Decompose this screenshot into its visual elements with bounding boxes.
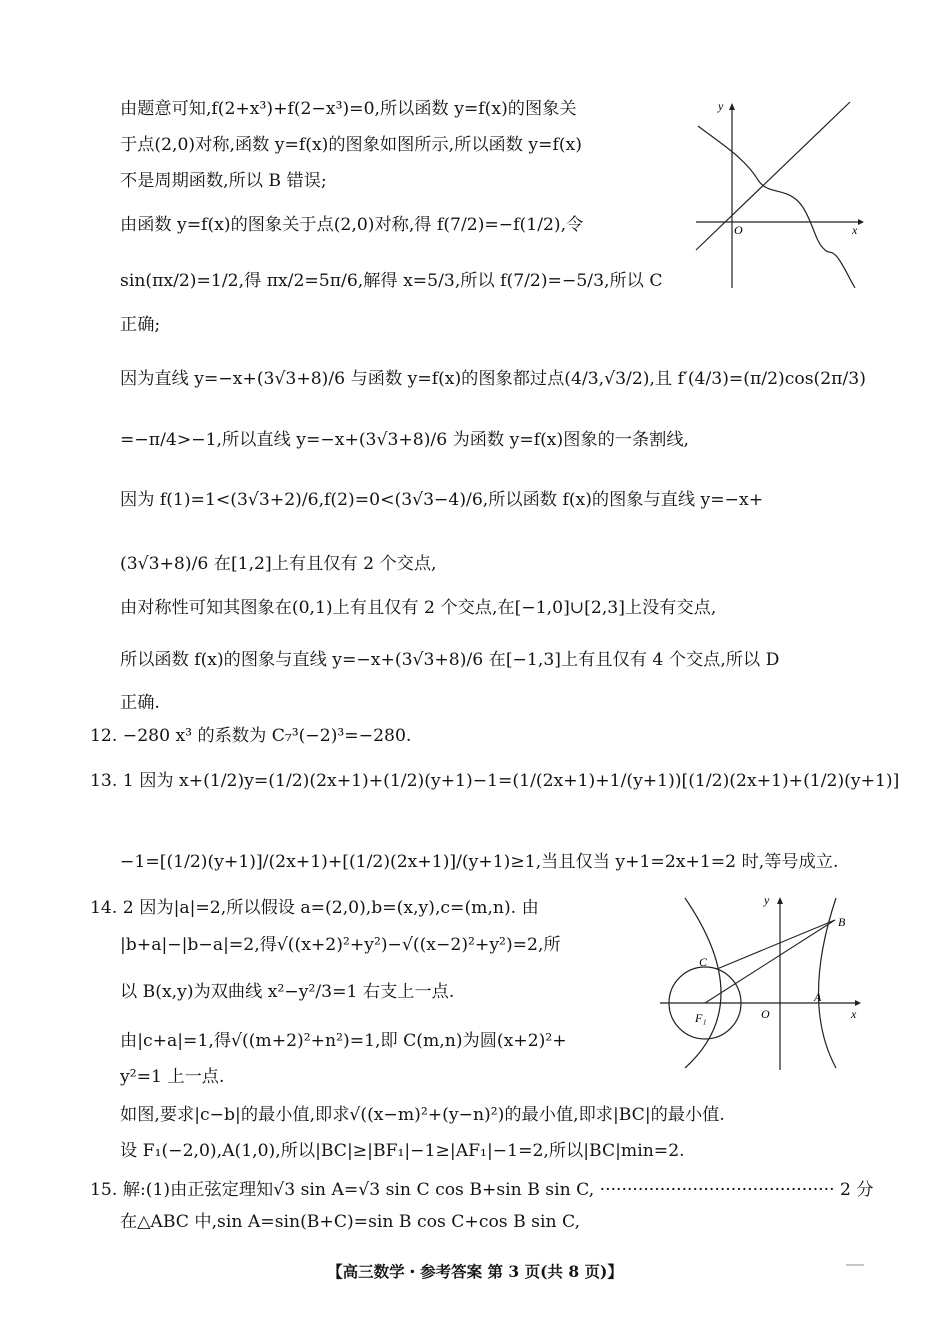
answer-13: 13. 1 因为 x+(1/2)y=(1/2)(2x+1)+(1/2)(y+1)−1=(1/(2x+1)+1/(y+1))[(1/2)(2x+1)+(1/2)(y+1)] [90, 771, 900, 791]
paragraph-line: 由对称性可知其图象在(0,1)上有且仅有 2 个交点,在[−1,0]∪[2,3]上没有交点, [120, 598, 717, 618]
paragraph-line: −1=[(1/2)(y+1)]/(2x+1)+[(1/2)(2x+1)]/(y+1)≥1,当且仅当 y+1=2x+1=2 时,等号成立. [120, 852, 839, 872]
x-axis-label: x [851, 1007, 857, 1021]
paragraph-line: 以 B(x,y)为双曲线 x²−y²/3=1 右支上一点. [120, 982, 455, 1002]
function-graph-figure [690, 98, 870, 298]
answer-14: 14. 2 因为|a|=2,所以假设 a=(2,0),b=(x,y),c=(m,n). 由 [90, 898, 539, 918]
point-b-label: B [838, 915, 846, 929]
function-curve [698, 126, 855, 288]
paragraph-line: 于点(2,0)对称,函数 y=f(x)的图象如图所示,所以函数 y=f(x) [120, 135, 582, 155]
y-axis-arrow [729, 103, 735, 110]
point-a-label: A [814, 990, 822, 1004]
paragraph-line: 正确; [120, 315, 161, 335]
paragraph-line: 所以函数 f(x)的图象与直线 y=−x+(3√3+8)/6 在[−1,3]上有且仅有 4 个交点,所以 D [120, 650, 780, 670]
paragraph-line: 正确. [120, 693, 160, 713]
paragraph-line: 不是周期函数,所以 B 错误; [120, 171, 327, 191]
paragraph-line: 如图,要求|c−b|的最小值,即求√((x−m)²+(y−n)²)的最小值,即求|BC|的最小值. [120, 1105, 725, 1125]
point-f1-label: F₁ [695, 1011, 707, 1025]
paragraph-line: 因为直线 y=−x+(3√3+8)/6 与函数 y=f(x)的图象都过点(4/3,√3/2),且 f′(4/3)=(π/2)cos(2π/3) [120, 369, 866, 389]
page-footer: 【高三数学・参考答案 第 3 页(共 8 页)】 [327, 1262, 623, 1281]
point-c-label: C [699, 955, 708, 969]
segment-bc [717, 920, 835, 969]
paragraph-line: 由题意可知,f(2+x³)+f(2−x³)=0,所以函数 y=f(x)的图象关 [120, 99, 577, 119]
paragraph-line: 由|c+a|=1,得√((m+2)²+n²)=1,即 C(m,n)为圆(x+2)²+ [120, 1031, 567, 1051]
paragraph-line: =−π/4>−1,所以直线 y=−x+(3√3+8)/6 为函数 y=f(x)图象的一条割线, [120, 430, 689, 450]
secant-line [696, 102, 850, 250]
origin-label: O [761, 1007, 770, 1021]
x-axis-arrow [858, 219, 864, 225]
paragraph-line: 在△ABC 中,sin A=sin(B+C)=sin B cos C+cos B sin C, [120, 1212, 581, 1232]
origin-label: O [734, 223, 743, 237]
paragraph-line: 因为 f(1)=1<(3√3+2)/6,f(2)=0<(3√3−4)/6,所以函数 f(x)的图象与直线 y=−x+ [120, 490, 764, 510]
x-axis-label: x [852, 223, 858, 237]
paragraph-line: (3√3+8)/6 在[1,2]上有且仅有 2 个交点, [120, 554, 437, 574]
page-corner-mark [846, 1264, 864, 1266]
answer-15: 15. 解:(1)由正弦定理知√3 sin A=√3 sin C cos B+sin B sin C, ··········································· 2 分 [90, 1180, 874, 1200]
x-axis-arrow [855, 1000, 861, 1006]
y-axis-label: y [718, 99, 724, 113]
paragraph-line: y²=1 上一点. [120, 1067, 225, 1087]
paragraph-line: 由函数 y=f(x)的图象关于点(2,0)对称,得 f(7/2)=−f(1/2),令 [120, 215, 584, 235]
paragraph-line: |b+a|−|b−a|=2,得√((x+2)²+y²)−√((x−2)²+y²)=2,所 [120, 935, 561, 955]
paragraph-line: sin(πx/2)=1/2,得 πx/2=5π/6,解得 x=5/3,所以 f(7/2)=−5/3,所以 C [120, 271, 663, 291]
hyperbola-left-branch [685, 898, 721, 1068]
answer-12: 12. −280 x³ 的系数为 C₇³(−2)³=−280. [90, 726, 412, 746]
y-axis-label: y [764, 893, 770, 907]
y-axis-arrow [777, 897, 783, 904]
paragraph-line: 设 F₁(−2,0),A(1,0),所以|BC|≥|BF₁|−1≥|AF₁|−1=2,所以|BC|min=2. [120, 1141, 685, 1161]
hyperbola-circle-figure [655, 890, 870, 1075]
